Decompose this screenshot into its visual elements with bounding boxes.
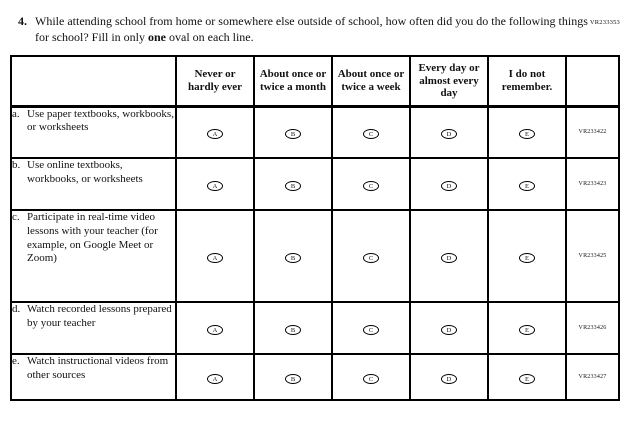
response-oval-b-everyday[interactable]: D [441,181,457,191]
row-code: VR233427 [566,354,619,400]
response-oval-d-week[interactable]: C [363,325,379,335]
response-table [10,55,620,401]
response-oval-c-everyday[interactable]: D [441,253,457,263]
response-oval-d-everyday[interactable]: D [441,325,457,335]
column-header-no-remember: I do not remember. [488,56,566,106]
row-label: Watch instructional videos from other sources [27,355,169,381]
row-label: Participate in real-time video lessons with your teacher (for example, on Google Meet or Zoom) [27,211,158,265]
question-text [35,14,602,45]
row-code: VR233426 [566,302,619,354]
response-oval-b-month[interactable]: B [285,181,301,191]
response-oval-a-everyday[interactable]: D [441,129,457,139]
response-oval-a-week[interactable]: C [363,129,379,139]
column-header-never: Never or hardly ever [176,56,254,106]
response-oval-c-never[interactable]: A [207,253,223,263]
response-oval-b-week[interactable]: C [363,181,379,191]
row-label-block [12,211,175,266]
row-prefix: b. [12,159,21,172]
table-row-a [11,106,619,158]
response-oval-a-month[interactable]: B [285,129,301,139]
question-number: 4. [18,14,27,28]
row-label: Use online textbooks, workbooks, or worksheets [27,159,143,185]
row-prefix: a. [12,107,20,120]
response-oval-a-never[interactable]: A [207,129,223,139]
table-row-d [11,302,619,354]
row-label-block [12,159,175,187]
row-label: Watch recorded lessons prepared by your teacher [27,303,172,329]
response-oval-e-everyday[interactable]: D [441,374,457,384]
question-block [18,14,602,45]
row-prefix: e. [12,355,20,368]
table-row-c [11,210,619,302]
row-code: VR233423 [566,158,619,210]
response-oval-e-week[interactable]: C [363,374,379,384]
table-row-e [11,354,619,400]
row-code: VR233425 [566,210,619,302]
row-prefix: c. [12,211,20,224]
response-oval-d-never[interactable]: A [207,325,223,335]
row-prefix: d. [12,303,21,316]
response-oval-e-never[interactable]: A [207,374,223,384]
form-code: VR233353 [589,19,620,26]
question-text-part2: oval on each line. [166,29,254,44]
response-oval-e-month[interactable]: B [285,374,301,384]
response-oval-d-month[interactable]: B [285,325,301,335]
header-row [11,56,619,106]
response-oval-c-no-remember[interactable]: E [519,253,535,263]
response-oval-c-week[interactable]: C [363,253,379,263]
row-label-block [12,303,175,331]
response-oval-b-never[interactable]: A [207,181,223,191]
row-label: Use paper textbooks, workbooks, or worksheets [27,107,174,134]
table-row-b [11,158,619,210]
row-code: VR233422 [566,106,619,158]
empty-code-header [566,56,619,106]
column-header-everyday: Every day or almost every day [410,56,488,106]
question-text-part1: While attending school from home or somewhere else outside of school, how often did you do the following things for school? Fill in only [35,14,588,44]
response-oval-c-month[interactable]: B [285,253,301,263]
response-oval-d-no-remember[interactable]: E [519,325,535,335]
question-bold-word: one [148,29,166,44]
response-oval-b-no-remember[interactable]: E [519,181,535,191]
response-oval-e-no-remember[interactable]: E [519,374,535,384]
response-oval-a-no-remember[interactable]: E [519,129,535,139]
empty-corner-header [11,56,176,106]
row-label-block [12,355,175,383]
column-header-month: About once or twice a month [254,56,332,106]
column-header-week: About once or twice a week [332,56,410,106]
row-label-block [12,108,175,136]
